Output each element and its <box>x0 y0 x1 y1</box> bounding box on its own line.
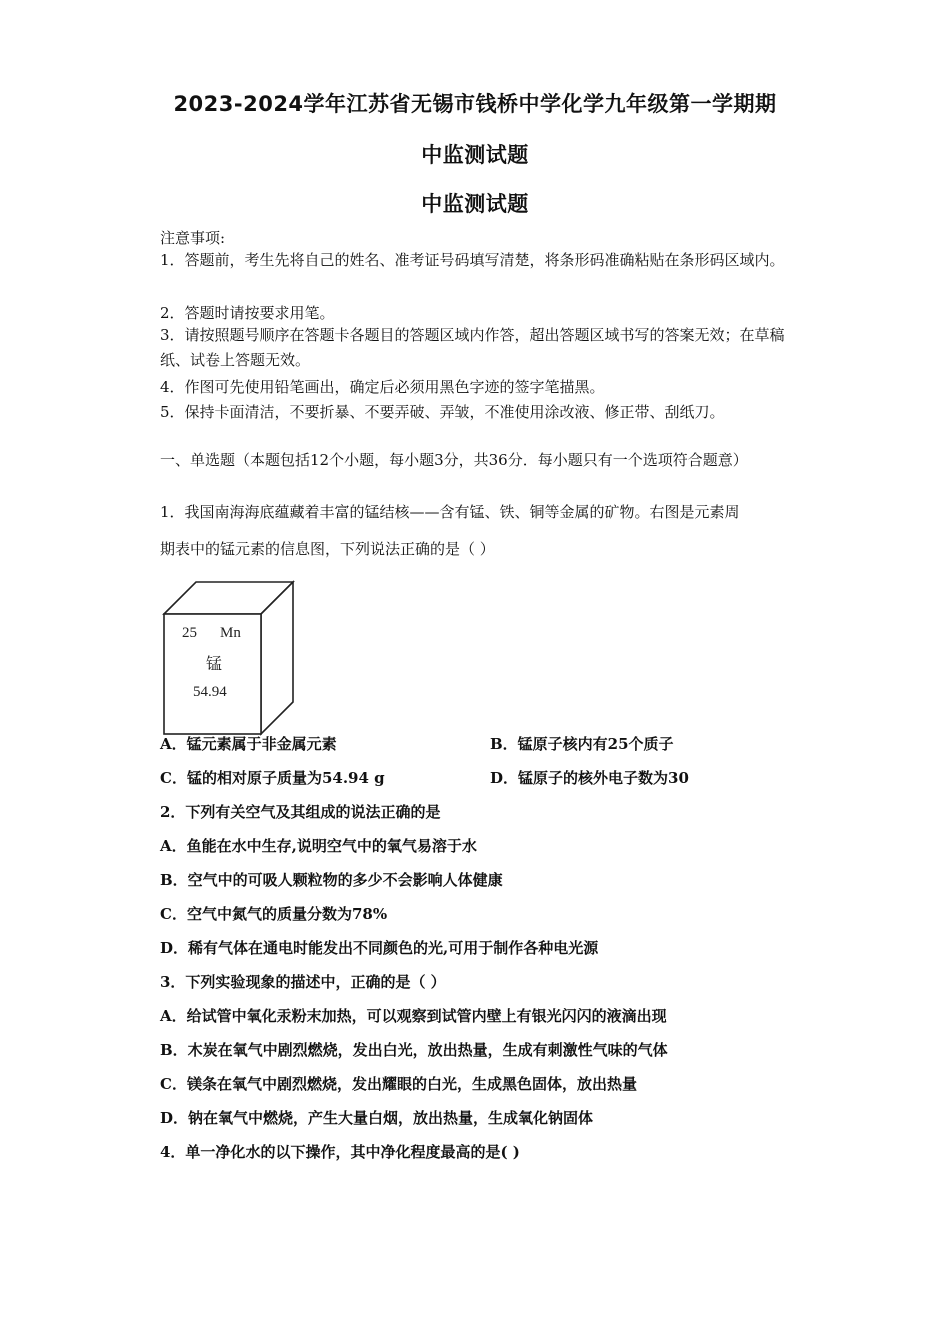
notes-item-2: 2．答题时请按要求用笔。 <box>160 304 335 322</box>
atomic-mass: 54.94 <box>193 684 227 700</box>
q3-option-c: C．镁条在氧气中剧烈燃烧，发出耀眼的白光，生成黑色固体，放出热量 <box>160 1075 637 1093</box>
atomic-number: 25 <box>182 625 197 641</box>
q2-option-c: C．空气中氮气的质量分数为78% <box>160 905 388 923</box>
q1-stem-line-1: 1．我国南海海底蕴藏着丰富的锰结核——含有锰、铁、铜等金属的矿物。右图是元素周 <box>160 503 740 521</box>
title-line-3: 中监测试题 <box>421 192 529 216</box>
notes-item-4: 4．作图可先使用铅笔画出，确定后必须用黑色字迹的签字笔描黑。 <box>160 378 605 396</box>
notes-item-5: 5．保持卡面清洁，不要折暴、不要弄破、弄皱，不准使用涂改液、修正带、刮纸刀。 <box>160 403 725 421</box>
q2-option-d: D．稀有气体在通电时能发出不同颜色的光,可用于制作各种电光源 <box>160 939 599 957</box>
title-line-2: 中监测试题 <box>421 143 529 167</box>
q2-option-a: A．鱼能在水中生存,说明空气中的氧气易溶于水 <box>160 837 477 855</box>
q1-option-d: D．锰原子的核外电子数为30 <box>490 769 689 787</box>
q1-option-b: B．锰原子核内有25个质子 <box>490 735 674 753</box>
notes-heading: 注意事项: <box>160 229 226 247</box>
q3-option-b: B．木炭在氧气中剧烈燃烧，发出白光，放出热量，生成有刺激性气味的气体 <box>160 1041 668 1059</box>
q1-option-c: C．锰的相对原子质量为54.94 g <box>160 769 385 787</box>
element-name: 锰 <box>206 654 223 673</box>
q2-option-b: B．空气中的可吸人颗粒物的多少不会影响人体健康 <box>160 871 503 889</box>
q3-option-a: A．给试管中氧化汞粉末加热，可以观察到试管内壁上有银光闪闪的液滴出现 <box>160 1007 667 1025</box>
q2-stem: 2．下列有关空气及其组成的说法正确的是 <box>160 803 441 821</box>
element-symbol: Mn <box>220 625 241 641</box>
section-heading: 一、单选题（本题包括12个小题，每小题3分，共36分．每小题只有一个选项符合题意） <box>160 451 748 469</box>
notes-item-1: 1．答题前，考生先将自己的姓名、准考证号码填写清楚，将条形码准确粘贴在条形码区域内。 <box>160 251 785 269</box>
q4-stem: 4．单一净化水的以下操作，其中净化程度最高的是( ) <box>160 1143 520 1161</box>
cube-front-face <box>164 614 261 734</box>
manganese-element-card <box>160 578 300 738</box>
title-line-1: 2023-2024学年江苏省无锡市钱桥中学化学九年级第一学期期 <box>173 92 777 116</box>
q1-option-a: A．锰元素属于非金属元素 <box>160 735 337 753</box>
q3-option-d: D．钠在氧气中燃烧，产生大量白烟，放出热量，生成氧化钠固体 <box>160 1109 594 1127</box>
q1-stem-line-2: 期表中的锰元素的信息图，下列说法正确的是（ ） <box>160 540 495 558</box>
notes-item-3: 3．请按照题号顺序在答题卡各题目的答题区域内作答，超出答题区域书写的答案无效；在草稿纸、试卷上答题无效。 <box>160 326 785 369</box>
q3-stem: 3．下列实验现象的描述中，正确的是（ ） <box>160 973 446 991</box>
